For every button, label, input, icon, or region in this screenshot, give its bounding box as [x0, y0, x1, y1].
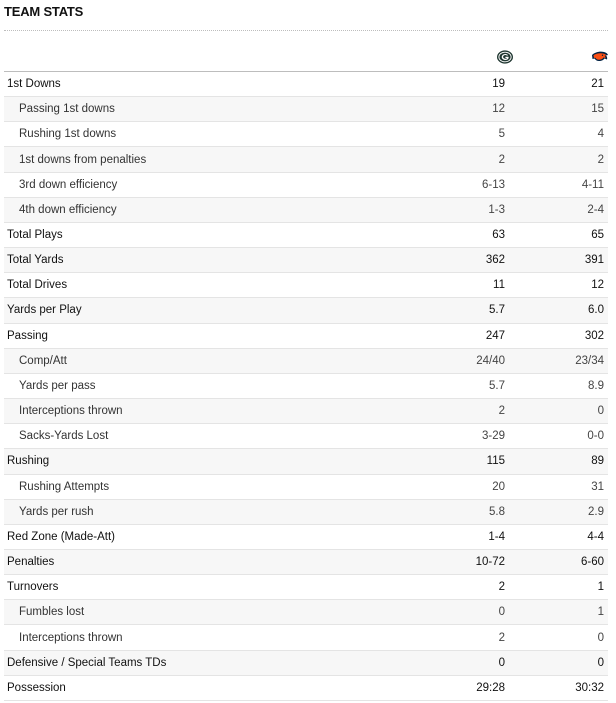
packers-stat-value: 5.7 — [489, 379, 505, 392]
packers-stat-value: 362 — [485, 254, 505, 267]
stat-row — [4, 147, 608, 172]
packers-logo-icon[interactable] — [496, 49, 514, 65]
stat-row — [4, 72, 608, 97]
stat-row — [4, 475, 608, 500]
broncos-stat-value: 302 — [584, 329, 604, 342]
stat-row — [4, 97, 608, 122]
stat-label: Possession — [7, 681, 66, 694]
stat-row — [4, 248, 608, 273]
packers-stat-value: 11 — [493, 279, 505, 292]
stat-label: Turnovers — [7, 581, 59, 594]
stat-row — [4, 575, 608, 600]
stat-row — [4, 500, 608, 525]
stat-row — [4, 173, 608, 198]
stat-label: Red Zone (Made-Att) — [7, 530, 116, 543]
broncos-stat-value: 89 — [591, 455, 604, 468]
packers-stat-value: 24/40 — [476, 354, 505, 367]
broncos-logo-icon[interactable] — [591, 49, 609, 65]
team-header-row — [4, 44, 608, 72]
packers-stat-value: 12 — [492, 103, 505, 116]
packers-stat-value: 2 — [498, 631, 505, 644]
stat-row — [4, 550, 608, 575]
broncos-stat-value: 2-4 — [587, 203, 604, 216]
title-divider — [4, 30, 608, 31]
broncos-stat-value: 6-60 — [580, 556, 604, 569]
stat-label: Total Plays — [7, 229, 63, 242]
packers-stat-value: 2 — [498, 581, 505, 594]
packers-stat-value: 3-29 — [481, 430, 505, 443]
stat-label: 4th down efficiency — [19, 203, 117, 216]
broncos-stat-value: 4 — [597, 128, 604, 141]
stat-label: 1st Downs — [7, 78, 61, 91]
packers-stat-value: 5.7 — [489, 304, 505, 317]
stat-label: Interceptions thrown — [19, 631, 123, 644]
broncos-stat-value: 65 — [591, 229, 604, 242]
packers-stat-value: 0 — [498, 606, 505, 619]
stat-label: 3rd down efficiency — [19, 178, 118, 191]
stat-row — [4, 198, 608, 223]
broncos-stat-value: 30:32 — [575, 681, 604, 694]
stat-row — [4, 349, 608, 374]
packers-stat-value: 115 — [486, 455, 505, 468]
stat-row — [4, 324, 608, 349]
stat-label: Rushing — [7, 455, 50, 468]
broncos-stat-value: 21 — [591, 78, 604, 91]
packers-stat-value: 0 — [498, 656, 505, 669]
stat-row — [4, 449, 608, 474]
stat-label: Rushing 1st downs — [19, 128, 117, 141]
broncos-stat-value: 1 — [597, 581, 604, 594]
stat-label: Yards per pass — [19, 379, 96, 392]
stat-label: Fumbles lost — [19, 606, 85, 619]
broncos-stat-value: 4-11 — [581, 178, 604, 191]
broncos-stat-value: 391 — [584, 254, 604, 267]
stat-row — [4, 424, 608, 449]
stat-row — [4, 223, 608, 248]
stat-label: Passing — [7, 329, 48, 342]
broncos-stat-value: 0-0 — [587, 430, 604, 443]
team-stats-table — [4, 72, 608, 701]
packers-stat-value: 2 — [498, 405, 505, 418]
broncos-stat-value: 4-4 — [587, 530, 604, 543]
broncos-stat-value: 31 — [591, 480, 604, 493]
stat-label: Yards per Play — [7, 304, 82, 317]
packers-stat-value: 1-3 — [488, 203, 505, 216]
broncos-stat-value: 12 — [591, 279, 604, 292]
packers-stat-value: 247 — [485, 329, 505, 342]
stat-label: Sacks-Yards Lost — [19, 430, 109, 443]
stat-label: Total Yards — [7, 254, 64, 267]
packers-stat-value: 20 — [492, 480, 505, 493]
broncos-stat-value: 15 — [591, 103, 604, 116]
broncos-stat-value: 23/34 — [575, 354, 604, 367]
stat-row — [4, 298, 608, 323]
stat-label: Interceptions thrown — [19, 405, 123, 418]
stat-label: Passing 1st downs — [19, 103, 115, 116]
stat-label: Yards per rush — [19, 505, 94, 518]
stat-row — [4, 273, 608, 298]
stat-row — [4, 122, 608, 147]
broncos-stat-value: 1 — [597, 606, 604, 619]
packers-stat-value: 2 — [498, 153, 505, 166]
broncos-stat-value: 2.9 — [588, 505, 604, 518]
packers-stat-value: 5.8 — [489, 505, 505, 518]
packers-stat-value: 10-72 — [475, 556, 505, 569]
stat-row — [4, 625, 608, 650]
stat-row — [4, 525, 608, 550]
stat-label: Total Drives — [7, 279, 68, 292]
stat-label: Defensive / Special Teams TDs — [7, 656, 167, 669]
stat-label: Comp/Att — [19, 354, 67, 367]
stat-label: 1st downs from penalties — [19, 153, 147, 166]
stat-row — [4, 399, 608, 424]
stat-label: Rushing Attempts — [19, 480, 110, 493]
broncos-stat-value: 8.9 — [588, 379, 604, 392]
packers-stat-value: 1-4 — [488, 530, 505, 543]
broncos-stat-value: 0 — [597, 656, 604, 669]
broncos-stat-value: 6.0 — [588, 304, 604, 317]
packers-stat-value: 63 — [492, 229, 505, 242]
stat-label: Penalties — [7, 556, 55, 569]
broncos-stat-value: 2 — [597, 153, 604, 166]
broncos-stat-value: 0 — [597, 405, 604, 418]
packers-stat-value: 19 — [492, 78, 505, 91]
stat-row — [4, 676, 608, 701]
stat-row — [4, 600, 608, 625]
packers-stat-value: 6-13 — [481, 178, 505, 191]
packers-stat-value: 29:28 — [476, 681, 505, 694]
broncos-stat-value: 0 — [597, 631, 604, 644]
section-title: TEAM STATS — [4, 4, 84, 19]
stat-row — [4, 374, 608, 399]
packers-stat-value: 5 — [498, 128, 505, 141]
stat-row — [4, 651, 608, 676]
